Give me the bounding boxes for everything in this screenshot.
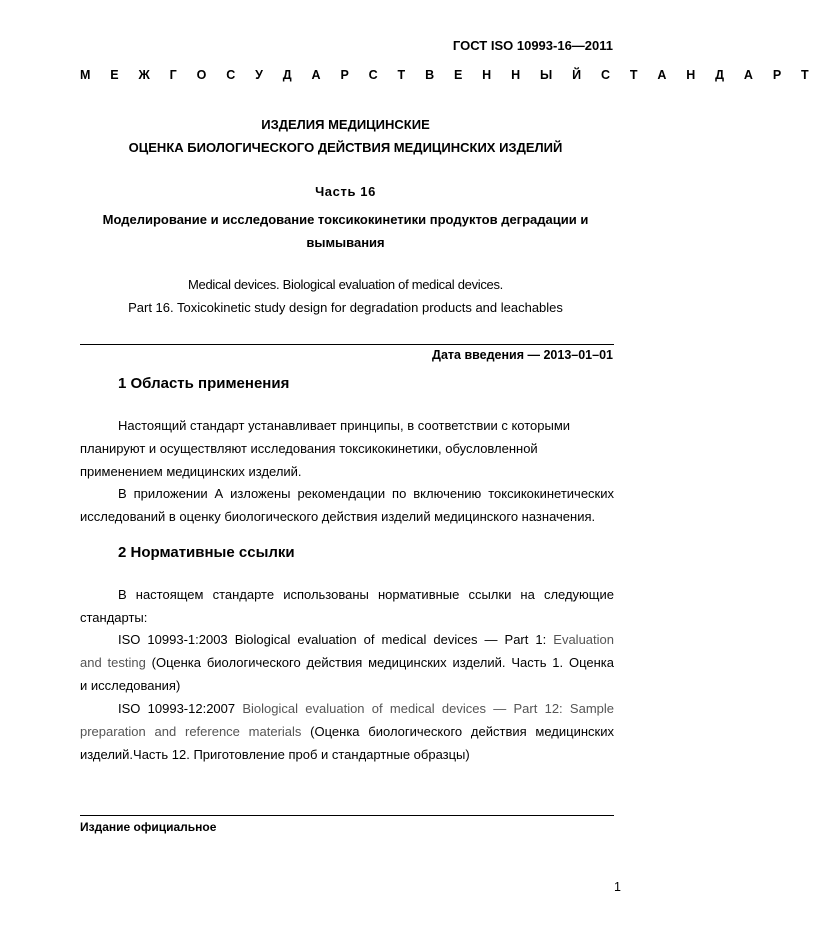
- official-edition-label: Издание официальное: [80, 820, 217, 834]
- section-2-heading: 2 Нормативные ссылки: [118, 544, 295, 561]
- text-line: применением медицинских изделий.: [80, 464, 302, 479]
- footer-divider: [80, 815, 614, 816]
- text-line: планируют и осуществляют исследования токсикокинетики, обусловленной: [80, 441, 538, 456]
- text-line: исследований в оценку биологического действия изделий медицинского назначения.: [80, 509, 596, 524]
- interstate-standard-label: М Е Ж Г О С У Д А Р С Т В Е Н Н Ы Й С Т А Н Д А Р Т: [80, 68, 817, 82]
- title-line-1: ИЗДЕЛИЯ МЕДИЦИНСКИЕ: [261, 117, 430, 132]
- ref2-gray-text: Biological evaluation of medical devices — Part 12: Sample: [242, 701, 615, 716]
- subtitle-line-2: вымывания: [306, 235, 385, 250]
- text-line: [80, 720, 614, 743]
- section-2-paragraph-1: [80, 583, 614, 629]
- part-number: Часть 16: [315, 184, 376, 199]
- english-title-line-1: Medical devices. Biological evaluation of medical devices.: [188, 277, 503, 292]
- text-line: В настоящем стандарте использованы нормативные ссылки на следующие: [118, 587, 614, 602]
- ref2-text: ISO 10993-12:2007: [118, 701, 243, 716]
- normative-reference-1: [80, 628, 614, 697]
- text-line: Настоящий стандарт устанавливает принципы, в соответствии с которыми: [118, 418, 571, 433]
- text-line: и исследования): [80, 678, 181, 693]
- text-line: [80, 651, 614, 674]
- ref1-text: ISO 10993-1:2003 Biological evaluation of medical devices — Part 1:: [118, 632, 554, 647]
- introduction-date: Дата введения — 2013–01–01: [432, 348, 613, 362]
- text-line: [80, 697, 614, 720]
- english-title-line-2: Part 16. Toxicokinetic study design for degradation products and leachables: [128, 300, 563, 315]
- header-divider: [80, 344, 614, 345]
- text-line: В приложении А изложены рекомендации по включению токсикокинетических: [118, 486, 614, 501]
- page-number: 1: [614, 880, 621, 894]
- text-line: изделий.Часть 12. Приготовление проб и стандартные образцы): [80, 747, 470, 762]
- subtitle-line-1: Моделирование и исследование токсикокинетики продуктов деградации и: [102, 212, 589, 227]
- ref1-gray-text: Evaluation: [553, 632, 614, 647]
- ref1-text: (Оценка биологического действия медицинских изделий. Часть 1. Оценка: [145, 655, 614, 670]
- section-1-paragraph-2: [80, 482, 614, 528]
- section-1-paragraph-1: [80, 414, 614, 483]
- ref1-gray-text: and testing: [80, 655, 146, 670]
- section-1-heading: 1 Область применения: [118, 375, 290, 392]
- normative-reference-2: [80, 697, 614, 766]
- ref2-text: (Оценка биологического действия медицинских: [301, 724, 614, 739]
- subtitle: [80, 208, 611, 254]
- text-line: стандарты:: [80, 610, 148, 625]
- title-line-2: ОЦЕНКА БИОЛОГИЧЕСКОГО ДЕЙСТВИЯ МЕДИЦИНСКИХ ИЗДЕЛИЙ: [128, 140, 563, 155]
- text-line: [80, 628, 614, 651]
- ref2-gray-text: preparation and reference materials: [80, 724, 302, 739]
- document-code: ГОСТ ISO 10993-16—2011: [452, 38, 613, 53]
